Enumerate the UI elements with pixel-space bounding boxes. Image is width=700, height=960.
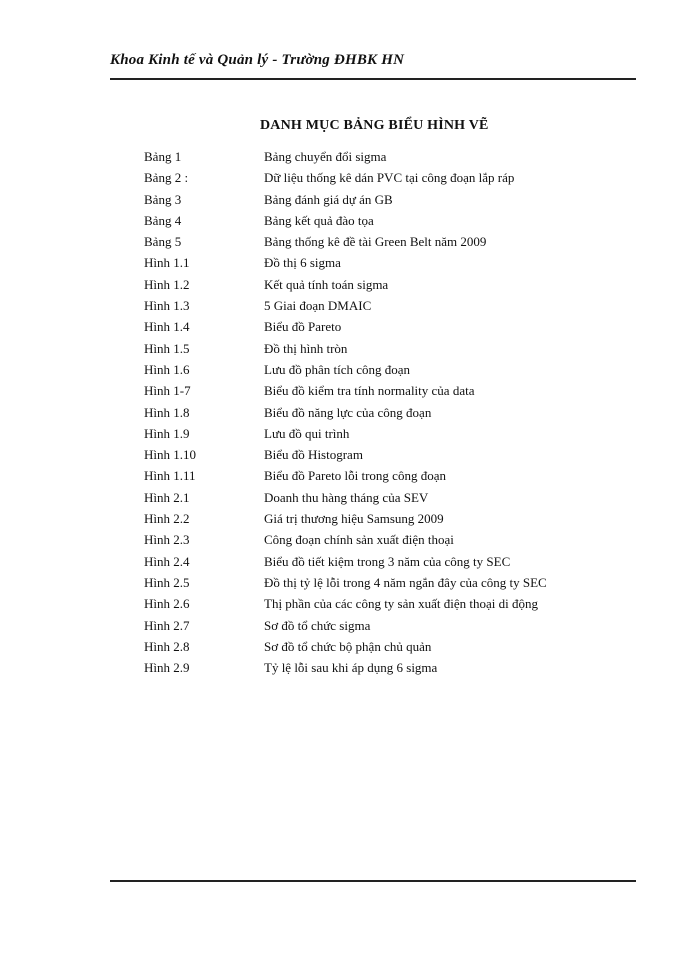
item-label: Bảng 3: [144, 191, 182, 207]
item-caption: Đồ thị tỷ lệ lỗi trong 4 năm ngắn đây của công ty SEC: [264, 574, 547, 590]
list-item: [144, 210, 624, 231]
footer-divider: [110, 880, 636, 882]
item-caption: Bảng thống kê đề tài Green Belt năm 2009: [264, 234, 487, 250]
item-label: Hình 1.1: [144, 255, 190, 271]
item-caption: Công đoạn chính sản xuất điện thoại: [264, 532, 454, 548]
item-label: Hình 1.11: [144, 468, 196, 484]
item-label: Hình 1.10: [144, 447, 196, 463]
list-item: [144, 252, 624, 273]
item-label: Hình 2.9: [144, 660, 190, 676]
item-caption: Biểu đồ kiểm tra tính normality của data: [264, 383, 475, 399]
item-label: Hình 2.6: [144, 596, 190, 612]
list-item: [144, 657, 624, 678]
item-label: Hình 1-7: [144, 383, 191, 399]
item-caption: Giá trị thương hiệu Samsung 2009: [264, 511, 444, 527]
item-caption: Biểu đồ Histogram: [264, 447, 363, 463]
list-item: [144, 338, 624, 359]
item-label: Hình 1.2: [144, 276, 190, 292]
list-item: [144, 402, 624, 423]
figure-table-list: [144, 146, 624, 678]
item-label: Hình 1.3: [144, 298, 190, 314]
item-label: Hình 1.4: [144, 319, 190, 335]
list-item: [144, 487, 624, 508]
item-caption: Sơ đồ tổ chức bộ phận chủ quản: [264, 638, 432, 654]
item-caption: 5 Giai đoạn DMAIC: [264, 298, 372, 314]
list-item: [144, 508, 624, 529]
list-item: [144, 615, 624, 636]
item-caption: Đồ thị hình tròn: [264, 340, 348, 356]
list-item: [144, 274, 624, 295]
item-caption: Lưu đồ phân tích công đoạn: [264, 361, 411, 377]
item-caption: Biểu đồ Pareto lỗi trong công đoạn: [264, 468, 446, 484]
item-caption: Biểu đồ năng lực của công đoạn: [264, 404, 432, 420]
item-caption: Đồ thị 6 sigma: [264, 255, 341, 271]
item-label: Hình 1.9: [144, 425, 190, 441]
item-label: Hình 2.4: [144, 553, 190, 569]
item-caption: Bảng kết quả đào tọa: [264, 212, 374, 228]
header-divider: [110, 78, 636, 80]
list-item: [144, 572, 624, 593]
list-item: [144, 444, 624, 465]
item-caption: Kết quả tính toán sigma: [264, 276, 389, 292]
list-item: [144, 167, 624, 188]
item-label: Bảng 4: [144, 212, 182, 228]
list-item: [144, 593, 624, 614]
list-item: [144, 380, 624, 401]
page-title: DANH MỤC BẢNG BIỂU HÌNH VẼ: [260, 118, 489, 133]
list-item: [144, 295, 624, 316]
item-label: Hình 2.7: [144, 617, 190, 633]
item-caption: Biểu đồ Pareto: [264, 319, 342, 335]
list-item: [144, 231, 624, 252]
item-label: Bảng 1: [144, 149, 182, 164]
item-caption: Tỷ lệ lỗi sau khi áp dụng 6 sigma: [264, 660, 438, 676]
item-caption: Sơ đồ tổ chức sigma: [264, 617, 371, 633]
list-item: [144, 423, 624, 444]
list-item: [144, 551, 624, 572]
list-item: [144, 529, 624, 550]
item-caption: Bảng chuyển đổi sigma: [264, 149, 387, 164]
item-label: Hình 1.8: [144, 404, 190, 420]
list-item: [144, 465, 624, 486]
item-caption: Doanh thu hàng tháng của SEV: [264, 489, 429, 505]
item-caption: Biểu đồ tiết kiệm trong 3 năm của công ty SEC: [264, 553, 511, 569]
page-header: Khoa Kinh tế và Quản lý - Trường ĐHBK HN: [110, 52, 405, 68]
item-label: Bảng 5: [144, 234, 182, 250]
list-item: [144, 146, 624, 167]
item-label: Hình 1.6: [144, 361, 190, 377]
item-label: Bảng 2 :: [144, 170, 189, 186]
list-item: [144, 316, 624, 337]
item-caption: Dữ liệu thống kê dán PVC tại công đoạn lắp ráp: [264, 170, 515, 186]
item-label: Hình 2.3: [144, 532, 190, 548]
item-caption: Thị phần của các công ty sản xuất điện thoại di động: [264, 596, 539, 612]
item-label: Hình 2.2: [144, 511, 190, 527]
item-label: Hình 2.1: [144, 489, 190, 505]
list-item: [144, 359, 624, 380]
item-label: Hình 2.5: [144, 574, 190, 590]
item-label: Hình 2.8: [144, 638, 190, 654]
list-item: [144, 636, 624, 657]
item-caption: Lưu đồ qui trình: [264, 425, 350, 441]
list-item: [144, 189, 624, 210]
item-caption: Bảng đánh giá dự án GB: [264, 191, 393, 207]
item-label: Hình 1.5: [144, 340, 190, 356]
